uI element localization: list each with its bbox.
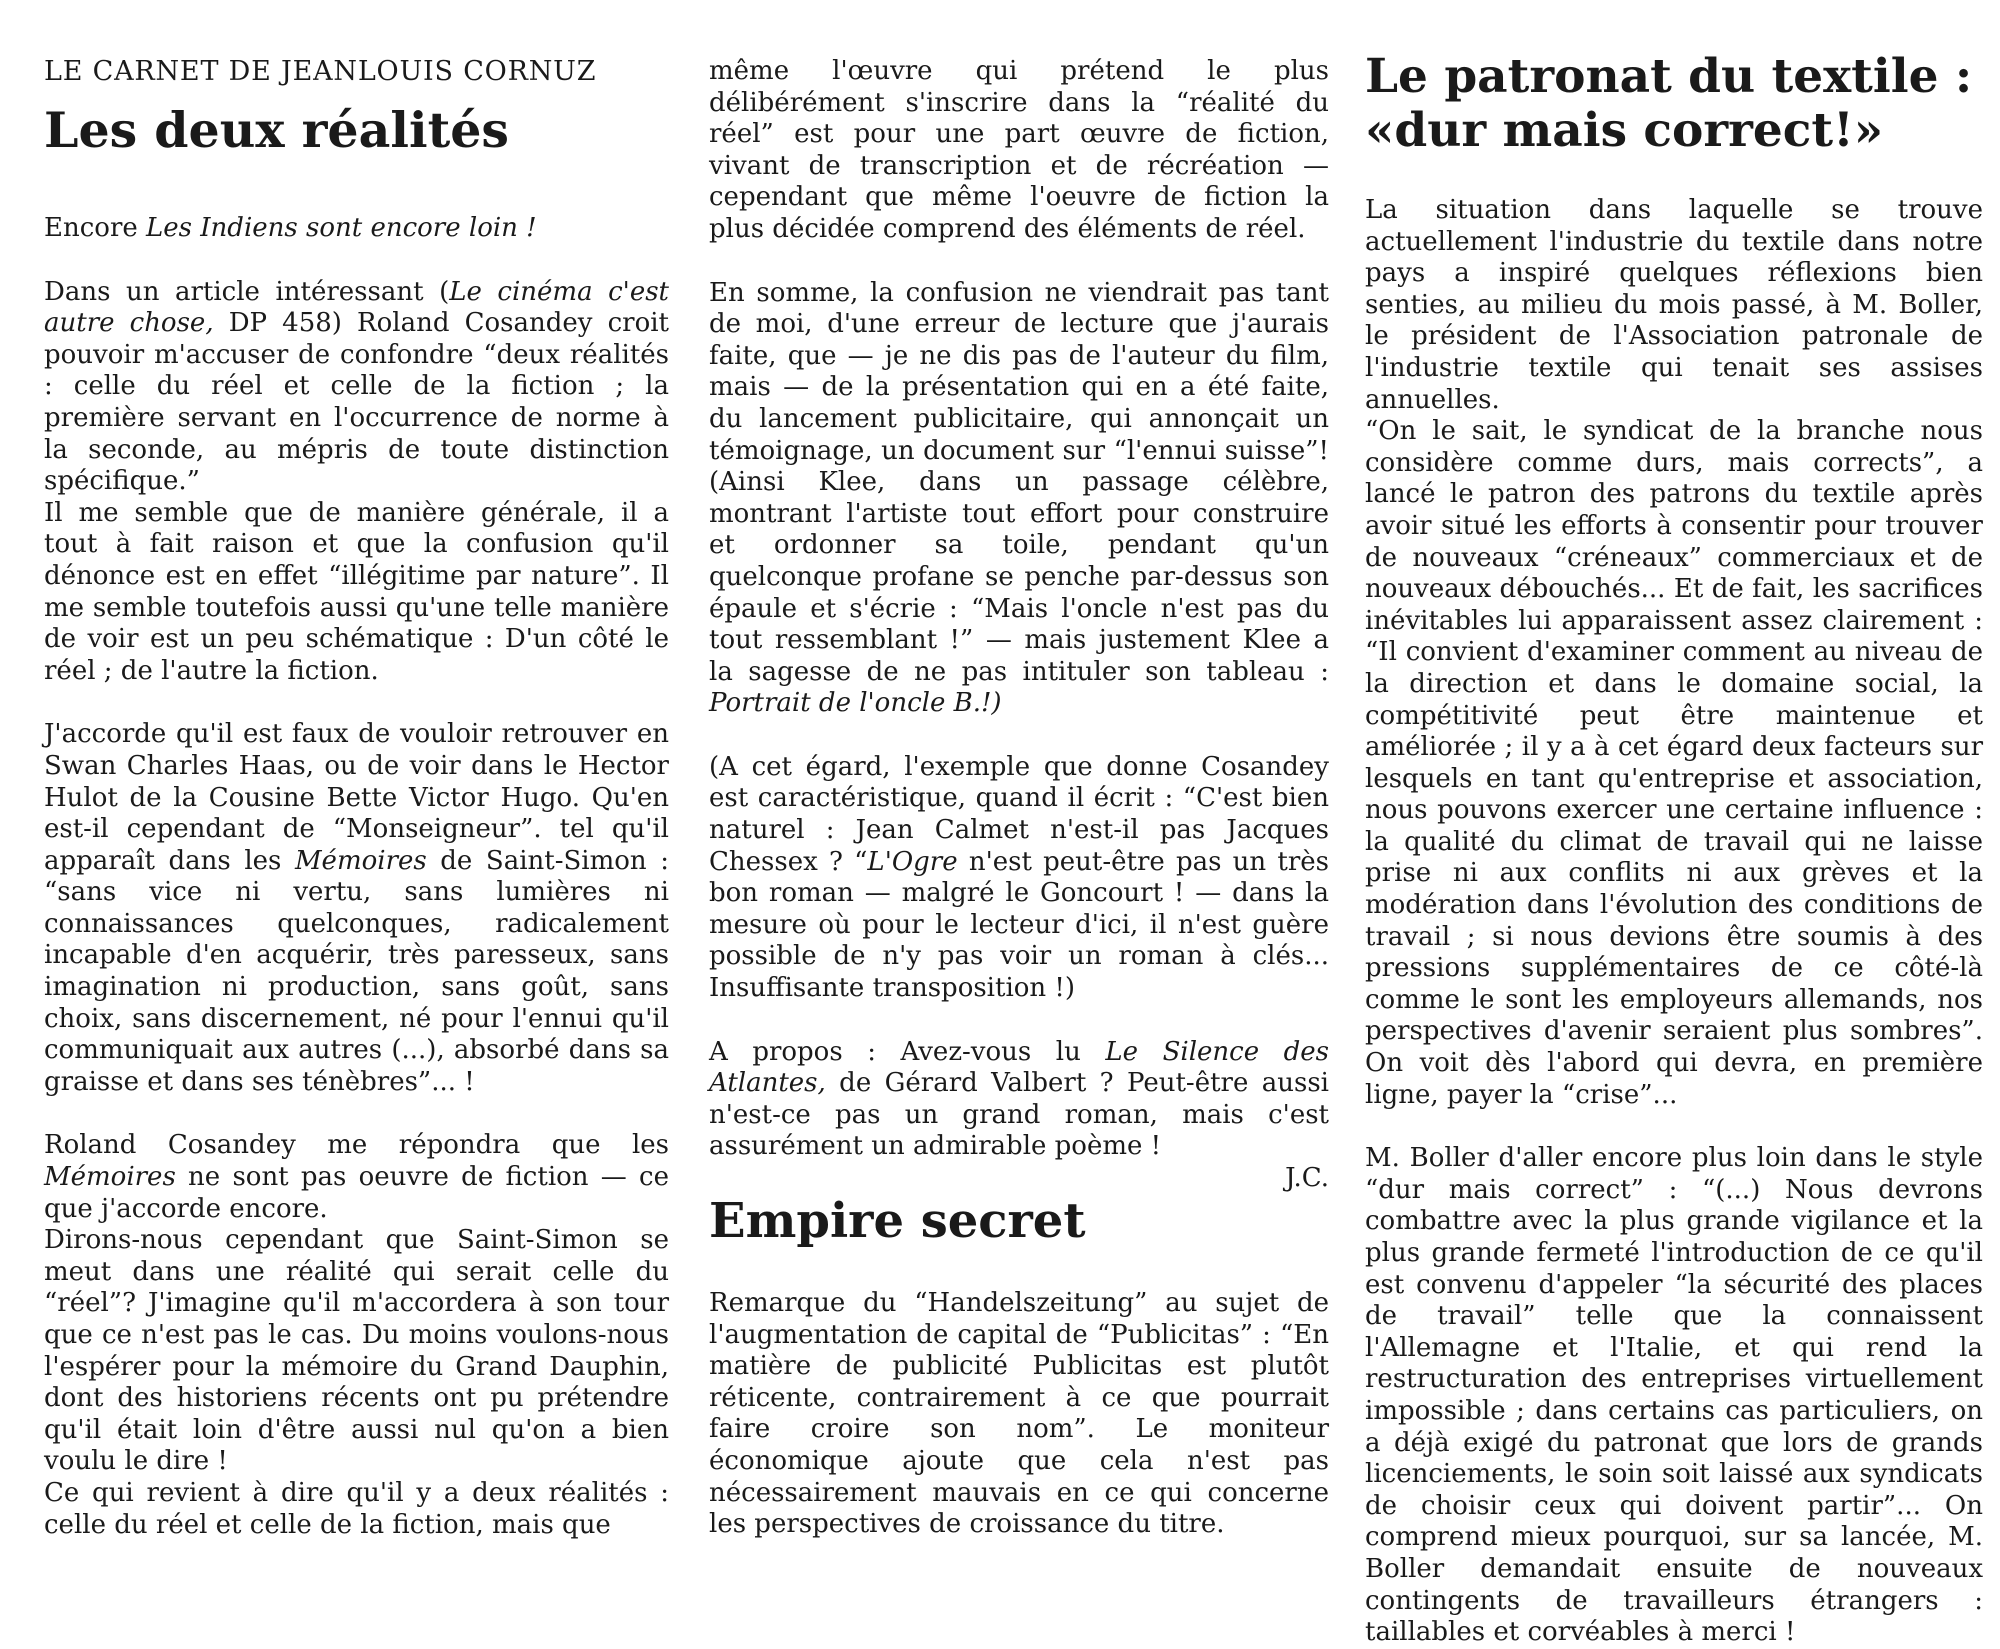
article-headline-deux-realites: Les deux réalités xyxy=(44,101,509,159)
article-body-empire-secret xyxy=(709,1288,1329,1541)
paragraph: Dirons-nous cependant que Saint-Simon se meut dans une réalité qui serait celle du “réel”? J'imagine qu'il m'accordera à son tour que ce n'est pas le cas. Du moins voulons-nous l'espérer pour la mémoire du Grand Dauphin, dont des historiens récents ont pu prétendre qu'il était loin d'être aussi nul qu'on a bien voulu le dire ! xyxy=(44,1225,669,1477)
paragraph: La situation dans laquelle se trouve actuellement l'industrie du textile dans notre pays a inspiré quelques réflexions bien senties, au milieu du mois passé, à M. Boller, le président de l'Association patronale de l'industrie textile qui tenait ses assises annuelles. xyxy=(1365,195,1983,415)
intro-paragraph: Encore Les Indiens sont encore loin ! xyxy=(44,213,537,243)
paragraph: Roland Cosandey me répondra que les Mémoires ne sont pas oeuvre de fiction — ce que j'accorde encore. xyxy=(44,1130,669,1224)
paragraph: M. Boller d'aller encore plus loin dans le style “dur mais correct” : “(...) Nous devrons combattre avec la plus grande vigilance et la plus grande fermeté l'introduction de ce qu'il est convenu d'appeler “la sécurité des places de travail” telle que la connaissent l'Allemagne et l'Italie, et qui rend la restructuration des entreprises virtuellement impossible ; dans certains cas particuliers, on a déjà exigé du patronat que lors de grands licenciements, le soin soit laissé aux syndicats de choisir ceux qui doivent partir”... On comprend mieux pourquoi, sur sa lancée, M. Boller demandait ensuite de nouveaux contingents de travailleurs étrangers : taillables et corvéables à merci ! xyxy=(1365,1143,1983,1648)
author-signature: J.C. xyxy=(1285,1163,1329,1193)
paragraph: Ce qui revient à dire qu'il y a deux réalités : celle du réel et celle de la fiction, mais que xyxy=(44,1477,669,1540)
paragraph: “On le sait, le syndicat de la branche nous considère comme durs, mais corrects”, a lancé le patron des patrons du textile après avoir situé les efforts à consentir pour trouver de nouveaux “créneaux” commerciaux et de nouveaux débouchés... Et de fait, les sacrifices inévitables lui apparaissent assez clairement : “Il convient d'examiner comment au niveau de la direction et dans le domaine social, la compétitivité peut être maintenue et améliorée ; il y a à cet égard deux facteurs sur lesquels en tant qu'entreprise et association, nous pouvons exercer une certaine influence : la qualité du climat de travail qui ne laisse prise ni aux conflits ni aux grèves et la modération dans l'évolution des conditions de travail ; si nous devions être soumis à des pressions supplémentaires de ce côté-là comme le sont les employeurs allemands, nos perspectives d'avenir seraient plus sombres”. On voit dès l'abord qui devra, en première ligne, payer la “crise”... xyxy=(1365,416,1983,1110)
article-body-patronat-textile xyxy=(1365,195,1983,1649)
article-body-continued xyxy=(709,56,1329,1195)
film-title: Les Indiens sont encore loin ! xyxy=(146,213,537,243)
column-kicker: LE CARNET DE JEANLOUIS CORNUZ xyxy=(44,56,597,87)
headline-line: «dur mais correct!» xyxy=(1365,103,1884,158)
headline-line: Le patronat du textile : xyxy=(1365,49,1973,104)
article-headline-patronat-textile xyxy=(1365,50,1972,158)
paragraph: Dans un article intéressant (Le cinéma c'est autre chose, DP 458) Roland Cosandey croit pouvoir m'accuser de confondre “deux réalités : celle du réel et celle de la fiction ; la première servant en l'occurrence de norme à la seconde, au mépris de toute distinction spécifique.” xyxy=(44,276,669,497)
paragraph: même l'œuvre qui prétend le plus délibérément s'inscrire dans la “réalité du réel” est pour une part œuvre de fiction, vivant de transcription et de récréation — cependant que même l'oeuvre de fiction la plus décidée comprend des éléments de réel. xyxy=(709,56,1329,244)
paragraph: A propos : Avez-vous lu Le Silence des Atlantes, de Gérard Valbert ? Peut-être aussi n'est-ce pas un grand roman, mais c'est assurément un admirable poème ! xyxy=(709,1036,1330,1162)
paragraph: Remarque du “Handelszeitung” au sujet de l'augmentation de capital de “Publicitas” : “En matière de publicité Publicitas est plutôt réticente, contrairement à ce que pourrait faire croire son nom”. Le moniteur économique ajoute que cela n'est pas nécessairement mauvais en ce qui concerne les perspectives de croissance du titre. xyxy=(709,1288,1329,1540)
paragraph: J'accorde qu'il est faux de vouloir retrouver en Swan Charles Haas, ou de voir dans le Hector Hulot de la Cousine Bette Victor Hugo. Qu'en est-il cependant de “Monseigneur”. tel qu'il apparaît dans les Mémoires de Saint-Simon : “sans vice ni vertu, sans lumières ni connaissances quelconques, radicalement incapable d'en acquérir, très paresseux, sans imagination ni production, sans goût, sans choix, sans discernement, né pour l'ennui qu'il communiquait aux autres (...), absorbé dans sa graisse et dans ses ténèbres”... ! xyxy=(44,719,669,1097)
paragraph: En somme, la confusion ne viendrait pas tant de moi, d'une erreur de lecture que j'aurais faite, que — je ne dis pas de l'auteur du film, mais — de la présentation qui en a été faite, du lancement publicitaire, qui annonçait un témoignage, un document sur “l'ennui suisse”! (Ainsi Klee, dans un passage célèbre, montrant l'artiste tout effort pour construire et ordonner sa toile, pendant qu'un quelconque profane se penche par-dessus son épaule et s'écrie : “Mais l'oncle n'est pas du tout ressemblant !” — mais justement Klee a la sagesse de ne pas intituler son tableau : Portrait de l'oncle B.!) xyxy=(709,277,1329,719)
paragraph: (A cet égard, l'exemple que donne Cosandey est caractéristique, quand il écrit : “C'est bien naturel : Jean Calmet n'est-il pas Jacques Chessex ? “L'Ogre n'est peut-être pas un très bon roman — malgré le Goncourt ! — dans la mesure où pour le lecteur d'ici, il n'est guère possible de n'y pas voir un roman à clés... Insuffisante transposition !) xyxy=(709,751,1329,1004)
paragraph: Il me semble que de manière générale, il a tout à fait raison et que la confusion qu'il dénonce est en effet “illégitime par nature”. Il me semble toutefois aussi qu'une telle manière de voir est un peu schématique : D'un côté le réel ; de l'autre la fiction. xyxy=(44,497,669,686)
article-body-deux-realites xyxy=(44,213,669,1541)
article-headline-empire-secret: Empire secret xyxy=(709,1193,1086,1249)
